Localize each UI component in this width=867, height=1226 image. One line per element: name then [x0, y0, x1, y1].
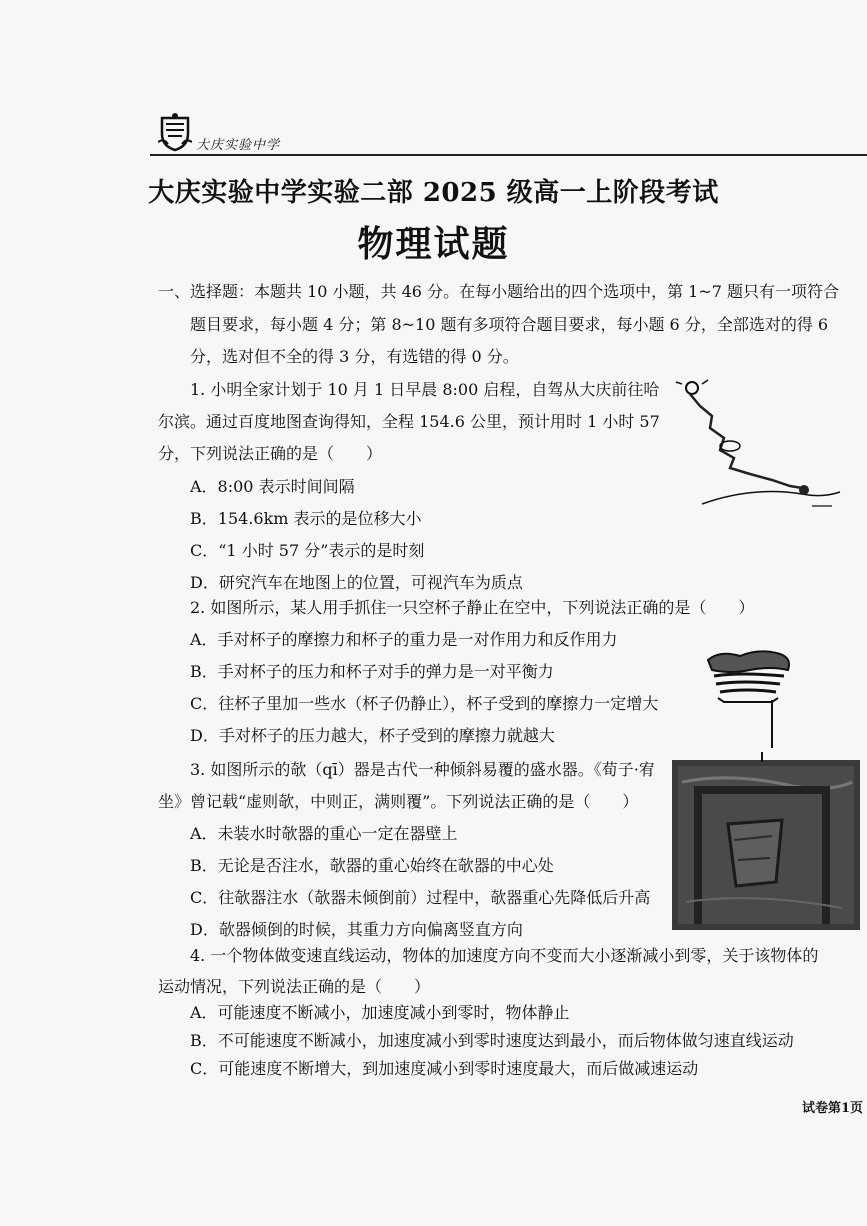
q2-option-d: D．手对杯子的压力越大，杯子受到的摩擦力就越大 [190, 726, 555, 745]
header-divider [150, 154, 867, 156]
q3-stem-line-2: 坐》曾记载“虚则欹，中则正，满则覆”。下列说法正确的是（ ） [158, 792, 639, 811]
q2-stem-line-1: 2. 如图所示，某人用手抓住一只空杯子静止在空中，下列说法正确的是（ ） [190, 598, 755, 617]
school-name-handwritten: 大庆实验中学 [196, 138, 281, 153]
q4-stem-line-2: 运动情况，下列说法正确的是（ ） [158, 977, 431, 996]
q3-option-c: C．往欹器注水（欹器未倾倒前）过程中，欹器重心先降低后升高 [190, 888, 651, 907]
section-instruction-line-2: 题目要求，每小题 4 分；第 8~10 题有多项符合题目要求，每小题 6 分，全部选对的得 6 [190, 315, 829, 334]
q4-option-a: A．可能速度不断减小，加速度减小到零时，物体静止 [190, 1003, 570, 1022]
q1-option-c: C．“1 小时 57 分”表示的是时刻 [190, 541, 425, 560]
q2-option-c: C．往杯子里加一些水（杯子仍静止），杯子受到的摩擦力一定增大 [190, 694, 659, 713]
q3-stem-line-1: 3. 如图所示的欹（qī）器是古代一种倾斜易覆的盛水器。《荀子·宥 [190, 760, 655, 779]
q1-stem-line-3: 分，下列说法正确的是（ ） [158, 444, 383, 463]
q1-option-b: B．154.6km 表示的是位移大小 [190, 509, 422, 528]
route-map-figure [672, 376, 842, 516]
q1-option-a: A．8:00 表示时间间隔 [190, 477, 355, 496]
page-number: 试卷第1页 [801, 1101, 863, 1116]
q2-option-b: B．手对杯子的压力和杯子对手的弹力是一对平衡力 [190, 662, 554, 681]
q3-option-d: D．欹器倾倒的时候，其重力方向偏离竖直方向 [190, 920, 523, 939]
q4-option-b: B．不可能速度不断减小，加速度减小到零时速度达到最小，而后物体做匀速直线运动 [190, 1031, 794, 1050]
exam-title: 大庆实验中学实验二部 2025 级高一上阶段考试 [148, 178, 719, 208]
q3-option-a: A．未装水时欹器的重心一定在器壁上 [190, 824, 458, 843]
q1-option-d: D．研究汽车在地图上的位置，可视汽车为质点 [190, 573, 523, 592]
q1-stem-line-1: 1. 小明全家计划于 10 月 1 日早晨 8:00 启程，自驾从大庆前往哈 [190, 380, 660, 399]
subject-title: 物理试题 [357, 223, 510, 265]
section-instruction-line-3: 分，选对但不全的得 3 分，有选错的得 0 分。 [190, 347, 519, 366]
page-header [150, 112, 867, 156]
q2-option-a: A．手对杯子的摩擦力和杯子的重力是一对作用力和反作用力 [190, 630, 618, 649]
qi-vessel-photo [672, 752, 860, 930]
q4-stem-line-1: 4. 一个物体做变速直线运动，物体的加速度方向不变而大小逐渐减小到零，关于该物体的 [190, 946, 819, 965]
hand-cup-figure [700, 640, 800, 750]
school-logo-icon [158, 112, 192, 152]
q3-option-b: B．无论是否注水，欹器的重心始终在欹器的中心处 [190, 856, 554, 875]
section-instruction-line-1: 一、选择题：本题共 10 小题，共 46 分。在每小题给出的四个选项中，第 1~7 题只有一项符合 [158, 282, 840, 301]
q4-option-c: C．可能速度不断增大，到加速度减小到零时速度最大，而后做减速运动 [190, 1059, 699, 1078]
q1-stem-line-2: 尔滨。通过百度地图查询得知，全程 154.6 公里，预计用时 1 小时 57 [158, 412, 660, 431]
